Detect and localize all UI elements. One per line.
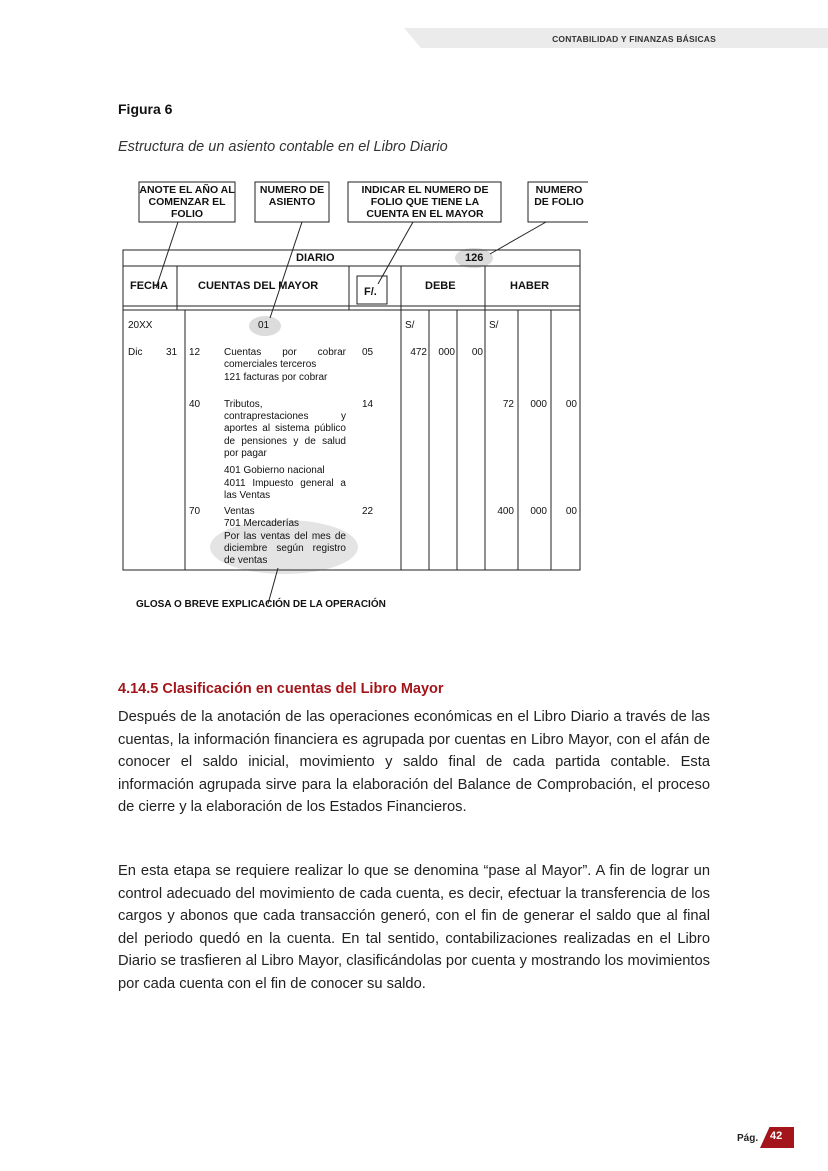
entry-day: 31 [166,347,178,358]
entry-number: 01 [258,320,270,331]
entry-month: Dic [128,347,143,358]
journal-title: DIARIO [296,252,335,264]
line-2-credit-units: 000 [530,399,547,410]
currency-debit: S/ [405,320,415,331]
line-1-debit-cents: 00 [471,347,483,358]
running-header: CONTABILIDAD Y FINANZAS BÁSICAS [552,34,716,44]
line-1-description: Cuentas por cobrar comerciales terceros [224,347,346,371]
callout-entry-number: NUMERO DE ASIENTO [259,184,325,208]
paragraph-2: En esta etapa se requiere realizar lo que se denomina “pase al Mayor”. A fin de lograr un control adecuado del movimiento de cada cuenta, es decir, efectuar la transferencia de los cargos y abonos que cada transacción generó, con el fin de generar el saldo que al final del periodo quedó en la cuenta. En tal sentido, contabilizaciones realizadas en el Libro Diario se trasfieren al Libro Mayor, clasificándolas por cuenta y mostrando los movimientos por cada cuenta con el fin de conocer su saldo. [118,863,710,992]
section-heading: 4.14.5 Clasificación en cuentas del Libro Mayor [118,681,444,697]
line-3-credit-cents: 00 [565,506,577,517]
col-accounts: CUENTAS DEL MAYOR [198,280,319,292]
line-2-description: Tributos, contraprestaciones y aportes al sistema público de pensiones y de salud por pagar [224,399,346,459]
page-label: Pág. [737,1133,759,1144]
col-debit: DEBE [425,280,456,292]
callout-year: ANOTE EL AÑO AL COMENZAR EL FOLIO [139,184,235,220]
line-1-ref: 05 [362,347,374,358]
line-1-debit-units: 000 [438,347,455,358]
figure-caption: Estructura de un asiento contable en el Libro Diario [118,139,448,155]
currency-credit: S/ [489,320,499,331]
entry-year: 20XX [128,320,153,331]
line-1-code: 12 [189,347,201,358]
col-credit: HABER [510,280,550,292]
col-ref: F/. [364,286,377,298]
journal-folio: 126 [465,252,484,264]
line-2-ref: 14 [362,399,374,410]
callout-folio-reference: INDICAR EL NUMERO DE FOLIO QUE TIENE LA CUENTA EN EL MAYOR [361,184,489,220]
line-1-subaccount: 121 facturas por cobrar [224,372,328,383]
line-3-gloss: Por las ventas del mes de diciembre según registro de ventas [224,531,346,567]
journal-entry-figure [118,176,588,616]
callout-folio-number: NUMERO DE FOLIO [534,184,584,208]
line-3-description: Ventas [224,506,255,517]
line-3-credit-units: 000 [530,506,547,517]
figure-label: Figura 6 [118,101,173,117]
callout-gloss: GLOSA O BREVE EXPLICACIÓN DE LA OPERACIÓN [136,599,386,610]
line-3-code: 70 [189,506,201,517]
line-3-ref: 22 [362,506,374,517]
line-2-code: 40 [189,399,201,410]
journal-diagram-lines [118,176,588,616]
line-2-credit-thousands: 72 [502,399,514,410]
col-date: FECHA [130,280,168,292]
page-number: 42 [770,1130,783,1142]
line-2-credit-cents: 00 [565,399,577,410]
line-2-subaccount-detail: 4011 Impuesto general a las Ventas [224,478,346,502]
paragraph-1: Después de la anotación de las operaciones económicas en el Libro Diario a través de las cuentas, la información financiera es agrupada por cuentas en Libro Mayor, con el afán de conocer el saldo inicial, movimiento y saldo final de cada partida contable. Esta información agrupada sirve para la elaboración del Balance de Comprobación, el proceso de cierre y la elaboración de los Estados Financieros. [118,709,710,816]
line-3-credit-thousands: 400 [497,506,514,517]
line-1-debit-thousands: 472 [410,347,427,358]
line-2-subaccount: 401 Gobierno nacional [224,465,325,476]
line-3-subaccount: 701 Mercaderías [224,518,300,529]
